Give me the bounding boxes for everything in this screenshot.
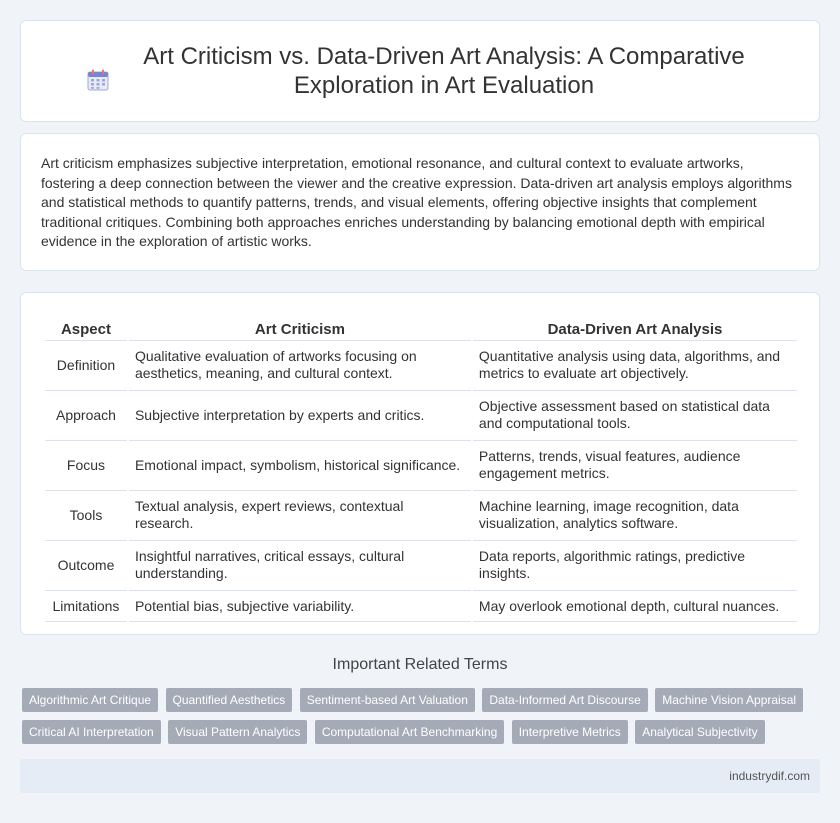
term-tag[interactable]: Sentiment-based Art Valuation [300, 688, 475, 712]
art-criticism-cell: Emotional impact, symbolism, historical significance. [129, 441, 471, 491]
aspect-cell: Focus [45, 441, 127, 491]
art-criticism-cell: Subjective interpretation by experts and critics. [129, 391, 471, 441]
data-driven-cell: Objective assessment based on statistical data and computational tools. [473, 391, 797, 441]
calendar-icon [86, 68, 110, 92]
term-tag[interactable]: Analytical Subjectivity [635, 720, 764, 744]
intro-paragraph: Art criticism emphasizes subjective interpretation, emotional resonance, and cultural context to evaluate artworks, fostering a deep connection between the viewer and the creative expression. Data-driven art analysis employs algorithms and statistical methods to quantify patterns, trends, and visual elements, offering objective insights that complement traditional critiques. Combining both approaches enriches understanding by balancing emotional depth with empirical evidence in the exploration of artistic works. [41, 155, 792, 249]
page-title: Art Criticism vs. Data-Driven Art Analysis: A Comparative Exploration in Art Evaluation [143, 43, 745, 99]
aspect-cell: Approach [45, 391, 127, 441]
art-criticism-cell: Qualitative evaluation of artworks focusing on aesthetics, meaning, and cultural context. [129, 341, 471, 391]
table-row [45, 591, 797, 622]
term-tag[interactable]: Machine Vision Appraisal [655, 688, 803, 712]
art-criticism-cell: Textual analysis, expert reviews, contextual research. [129, 491, 471, 541]
table-row [45, 341, 797, 391]
intro-card [20, 133, 820, 271]
term-tag[interactable]: Visual Pattern Analytics [168, 720, 307, 744]
data-driven-cell: Machine learning, image recognition, data visualization, analytics software. [473, 491, 797, 541]
table-row [45, 441, 797, 491]
aspect-cell: Outcome [45, 541, 127, 591]
term-tag[interactable]: Computational Art Benchmarking [315, 720, 504, 744]
comparison-card [20, 292, 820, 635]
data-driven-cell: Patterns, trends, visual features, audience engagement metrics. [473, 441, 797, 491]
header-aspect: Aspect [45, 311, 127, 341]
related-terms-list [22, 688, 822, 752]
term-tag[interactable]: Critical AI Interpretation [22, 720, 161, 744]
related-terms-title: Important Related Terms [332, 656, 508, 673]
table-row [45, 491, 797, 541]
data-driven-cell: Data reports, algorithmic ratings, predictive insights. [473, 541, 797, 591]
art-criticism-cell: Potential bias, subjective variability. [129, 591, 471, 622]
data-driven-cell: Quantitative analysis using data, algorithms, and metrics to evaluate art objectively. [473, 341, 797, 391]
term-tag[interactable]: Data-Informed Art Discourse [482, 688, 647, 712]
footer-site-link[interactable]: industrydif.com [729, 769, 810, 783]
term-tag[interactable]: Quantified Aesthetics [166, 688, 293, 712]
header-art-criticism: Art Criticism [129, 311, 471, 341]
aspect-cell: Definition [45, 341, 127, 391]
table-header-row [45, 311, 797, 341]
art-criticism-cell: Insightful narratives, critical essays, cultural understanding. [129, 541, 471, 591]
header-card [20, 20, 820, 122]
header-data-driven: Data-Driven Art Analysis [473, 311, 797, 341]
term-tag[interactable]: Interpretive Metrics [512, 720, 628, 744]
comparison-table [43, 311, 799, 622]
data-driven-cell: May overlook emotional depth, cultural nuances. [473, 591, 797, 622]
header [70, 42, 770, 100]
table-row [45, 541, 797, 591]
aspect-cell: Limitations [45, 591, 127, 622]
term-tag[interactable]: Algorithmic Art Critique [22, 688, 158, 712]
footer [20, 759, 820, 793]
table-row [45, 391, 797, 441]
aspect-cell: Tools [45, 491, 127, 541]
